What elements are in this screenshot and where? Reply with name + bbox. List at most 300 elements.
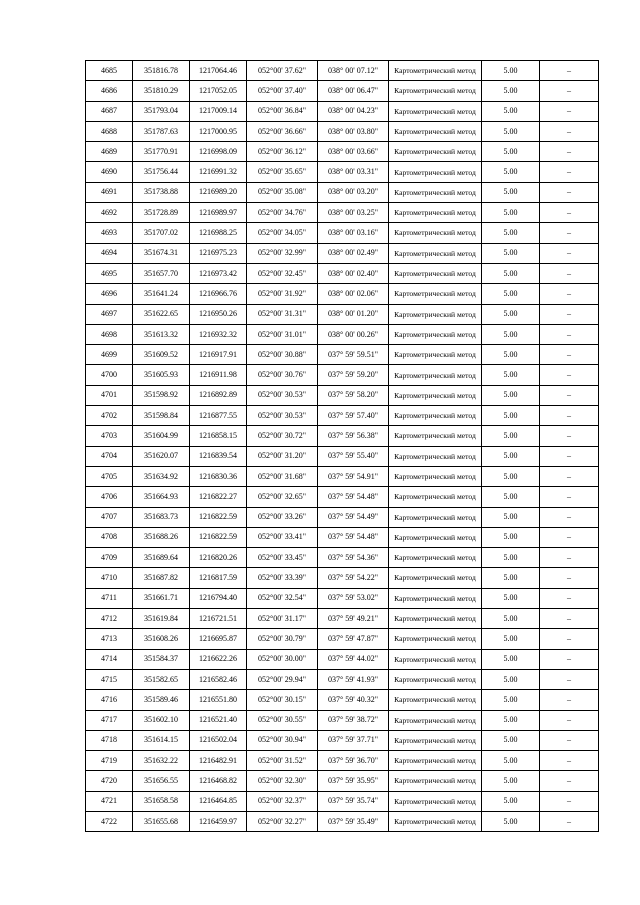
longitude-cell: 037° 59' 53.02": [318, 588, 389, 608]
table-row: [86, 466, 599, 486]
accuracy-cell: 5.00: [482, 324, 540, 344]
y-coordinate-cell: 1216950.26: [190, 304, 247, 324]
y-coordinate-cell: 1216582.46: [190, 669, 247, 689]
note-cell: –: [540, 243, 599, 263]
y-coordinate-cell: 1216721.51: [190, 609, 247, 629]
point-number-cell: 4707: [86, 507, 133, 527]
accuracy-cell: 5.00: [482, 385, 540, 405]
y-coordinate-cell: 1216917.91: [190, 345, 247, 365]
note-cell: –: [540, 406, 599, 426]
point-number-cell: 4696: [86, 284, 133, 304]
accuracy-cell: 5.00: [482, 548, 540, 568]
latitude-cell: 052°00' 30.00": [247, 649, 318, 669]
table-row: [86, 284, 599, 304]
latitude-cell: 052°00' 32.99": [247, 243, 318, 263]
y-coordinate-cell: 1216877.55: [190, 406, 247, 426]
note-cell: –: [540, 61, 599, 81]
coordinates-table-body: [86, 61, 599, 832]
longitude-cell: 037° 59' 54.48": [318, 487, 389, 507]
accuracy-cell: 5.00: [482, 811, 540, 831]
method-cell: Картометрический метод: [389, 345, 482, 365]
longitude-cell: 037° 59' 59.20": [318, 365, 389, 385]
latitude-cell: 052°00' 33.26": [247, 507, 318, 527]
latitude-cell: 052°00' 31.01": [247, 324, 318, 344]
table-row: [86, 629, 599, 649]
y-coordinate-cell: 1216998.09: [190, 142, 247, 162]
accuracy-cell: 5.00: [482, 304, 540, 324]
note-cell: –: [540, 710, 599, 730]
x-coordinate-cell: 351609.52: [133, 345, 190, 365]
accuracy-cell: 5.00: [482, 182, 540, 202]
longitude-cell: 037° 59' 47.87": [318, 629, 389, 649]
accuracy-cell: 5.00: [482, 263, 540, 283]
longitude-cell: 038° 00' 04.23": [318, 101, 389, 121]
y-coordinate-cell: 1216830.36: [190, 466, 247, 486]
longitude-cell: 037° 59' 54.22": [318, 568, 389, 588]
accuracy-cell: 5.00: [482, 162, 540, 182]
accuracy-cell: 5.00: [482, 426, 540, 446]
longitude-cell: 038° 00' 03.31": [318, 162, 389, 182]
latitude-cell: 052°00' 37.62": [247, 61, 318, 81]
table-row: [86, 385, 599, 405]
y-coordinate-cell: 1216817.59: [190, 568, 247, 588]
note-cell: –: [540, 345, 599, 365]
x-coordinate-cell: 351619.84: [133, 609, 190, 629]
longitude-cell: 037° 59' 54.36": [318, 548, 389, 568]
method-cell: Картометрический метод: [389, 751, 482, 771]
table-row: [86, 61, 599, 81]
note-cell: –: [540, 101, 599, 121]
x-coordinate-cell: 351589.46: [133, 690, 190, 710]
table-row: [86, 182, 599, 202]
latitude-cell: 052°00' 34.05": [247, 223, 318, 243]
note-cell: –: [540, 203, 599, 223]
x-coordinate-cell: 351641.24: [133, 284, 190, 304]
latitude-cell: 052°00' 30.53": [247, 406, 318, 426]
method-cell: Картометрический метод: [389, 243, 482, 263]
point-number-cell: 4706: [86, 487, 133, 507]
latitude-cell: 052°00' 31.31": [247, 304, 318, 324]
latitude-cell: 052°00' 36.12": [247, 142, 318, 162]
note-cell: –: [540, 791, 599, 811]
point-number-cell: 4722: [86, 811, 133, 831]
method-cell: Картометрический метод: [389, 710, 482, 730]
latitude-cell: 052°00' 30.88": [247, 345, 318, 365]
table-row: [86, 121, 599, 141]
x-coordinate-cell: 351632.22: [133, 751, 190, 771]
latitude-cell: 052°00' 31.52": [247, 751, 318, 771]
y-coordinate-cell: 1217064.46: [190, 61, 247, 81]
point-number-cell: 4705: [86, 466, 133, 486]
y-coordinate-cell: 1216839.54: [190, 446, 247, 466]
y-coordinate-cell: 1216622.26: [190, 649, 247, 669]
method-cell: Картометрический метод: [389, 284, 482, 304]
y-coordinate-cell: 1216502.04: [190, 730, 247, 750]
note-cell: –: [540, 649, 599, 669]
point-number-cell: 4720: [86, 771, 133, 791]
y-coordinate-cell: 1216966.76: [190, 284, 247, 304]
y-coordinate-cell: 1216988.25: [190, 223, 247, 243]
note-cell: –: [540, 426, 599, 446]
x-coordinate-cell: 351658.58: [133, 791, 190, 811]
point-number-cell: 4686: [86, 81, 133, 101]
note-cell: –: [540, 507, 599, 527]
point-number-cell: 4721: [86, 791, 133, 811]
point-number-cell: 4708: [86, 527, 133, 547]
accuracy-cell: 5.00: [482, 609, 540, 629]
y-coordinate-cell: 1216464.85: [190, 791, 247, 811]
point-number-cell: 4697: [86, 304, 133, 324]
y-coordinate-cell: 1216975.23: [190, 243, 247, 263]
latitude-cell: 052°00' 30.55": [247, 710, 318, 730]
method-cell: Картометрический метод: [389, 649, 482, 669]
longitude-cell: 037° 59' 35.74": [318, 791, 389, 811]
method-cell: Картометрический метод: [389, 365, 482, 385]
method-cell: Картометрический метод: [389, 669, 482, 689]
latitude-cell: 052°00' 35.08": [247, 182, 318, 202]
table-row: [86, 791, 599, 811]
y-coordinate-cell: 1216858.15: [190, 426, 247, 446]
x-coordinate-cell: 351634.92: [133, 466, 190, 486]
accuracy-cell: 5.00: [482, 101, 540, 121]
x-coordinate-cell: 351584.37: [133, 649, 190, 669]
accuracy-cell: 5.00: [482, 203, 540, 223]
note-cell: –: [540, 304, 599, 324]
x-coordinate-cell: 351787.63: [133, 121, 190, 141]
method-cell: Картометрический метод: [389, 61, 482, 81]
method-cell: Картометрический метод: [389, 730, 482, 750]
latitude-cell: 052°00' 30.53": [247, 385, 318, 405]
note-cell: –: [540, 730, 599, 750]
latitude-cell: 052°00' 33.45": [247, 548, 318, 568]
y-coordinate-cell: 1217000.95: [190, 121, 247, 141]
longitude-cell: 038° 00' 07.12": [318, 61, 389, 81]
table-row: [86, 81, 599, 101]
y-coordinate-cell: 1216551.80: [190, 690, 247, 710]
note-cell: –: [540, 365, 599, 385]
table-row: [86, 406, 599, 426]
accuracy-cell: 5.00: [482, 730, 540, 750]
accuracy-cell: 5.00: [482, 710, 540, 730]
x-coordinate-cell: 351687.82: [133, 568, 190, 588]
table-row: [86, 669, 599, 689]
x-coordinate-cell: 351707.02: [133, 223, 190, 243]
longitude-cell: 037° 59' 54.49": [318, 507, 389, 527]
note-cell: –: [540, 182, 599, 202]
point-number-cell: 4709: [86, 548, 133, 568]
method-cell: Картометрический метод: [389, 791, 482, 811]
point-number-cell: 4699: [86, 345, 133, 365]
latitude-cell: 052°00' 32.54": [247, 588, 318, 608]
longitude-cell: 037° 59' 38.72": [318, 710, 389, 730]
y-coordinate-cell: 1216482.91: [190, 751, 247, 771]
table-row: [86, 690, 599, 710]
accuracy-cell: 5.00: [482, 771, 540, 791]
table-row: [86, 345, 599, 365]
note-cell: –: [540, 121, 599, 141]
accuracy-cell: 5.00: [482, 690, 540, 710]
x-coordinate-cell: 351674.31: [133, 243, 190, 263]
longitude-cell: 037° 59' 56.38": [318, 426, 389, 446]
y-coordinate-cell: 1216989.97: [190, 203, 247, 223]
x-coordinate-cell: 351738.88: [133, 182, 190, 202]
y-coordinate-cell: 1216820.26: [190, 548, 247, 568]
x-coordinate-cell: 351756.44: [133, 162, 190, 182]
accuracy-cell: 5.00: [482, 487, 540, 507]
longitude-cell: 037° 59' 35.49": [318, 811, 389, 831]
latitude-cell: 052°00' 31.17": [247, 609, 318, 629]
longitude-cell: 038° 00' 02.06": [318, 284, 389, 304]
y-coordinate-cell: 1216822.59: [190, 507, 247, 527]
accuracy-cell: 5.00: [482, 81, 540, 101]
longitude-cell: 037° 59' 37.71": [318, 730, 389, 750]
accuracy-cell: 5.00: [482, 649, 540, 669]
note-cell: –: [540, 568, 599, 588]
longitude-cell: 037° 59' 57.40": [318, 406, 389, 426]
x-coordinate-cell: 351683.73: [133, 507, 190, 527]
note-cell: –: [540, 142, 599, 162]
table-row: [86, 751, 599, 771]
method-cell: Картометрический метод: [389, 81, 482, 101]
table-row: [86, 263, 599, 283]
point-number-cell: 4716: [86, 690, 133, 710]
longitude-cell: 038° 00' 02.40": [318, 263, 389, 283]
method-cell: Картометрический метод: [389, 426, 482, 446]
accuracy-cell: 5.00: [482, 568, 540, 588]
y-coordinate-cell: 1217052.05: [190, 81, 247, 101]
latitude-cell: 052°00' 31.20": [247, 446, 318, 466]
latitude-cell: 052°00' 30.79": [247, 629, 318, 649]
method-cell: Картометрический метод: [389, 446, 482, 466]
point-number-cell: 4703: [86, 426, 133, 446]
method-cell: Картометрический метод: [389, 324, 482, 344]
note-cell: –: [540, 487, 599, 507]
coordinates-table: [85, 60, 599, 832]
point-number-cell: 4695: [86, 263, 133, 283]
point-number-cell: 4698: [86, 324, 133, 344]
latitude-cell: 052°00' 30.72": [247, 426, 318, 446]
longitude-cell: 037° 59' 35.95": [318, 771, 389, 791]
accuracy-cell: 5.00: [482, 446, 540, 466]
x-coordinate-cell: 351793.04: [133, 101, 190, 121]
method-cell: Картометрический метод: [389, 690, 482, 710]
accuracy-cell: 5.00: [482, 243, 540, 263]
x-coordinate-cell: 351614.15: [133, 730, 190, 750]
table-row: [86, 162, 599, 182]
y-coordinate-cell: 1216822.27: [190, 487, 247, 507]
y-coordinate-cell: 1216892.89: [190, 385, 247, 405]
method-cell: Картометрический метод: [389, 629, 482, 649]
point-number-cell: 4692: [86, 203, 133, 223]
method-cell: Картометрический метод: [389, 609, 482, 629]
x-coordinate-cell: 351655.68: [133, 811, 190, 831]
point-number-cell: 4688: [86, 121, 133, 141]
accuracy-cell: 5.00: [482, 345, 540, 365]
point-number-cell: 4717: [86, 710, 133, 730]
latitude-cell: 052°00' 32.27": [247, 811, 318, 831]
latitude-cell: 052°00' 33.41": [247, 527, 318, 547]
accuracy-cell: 5.00: [482, 669, 540, 689]
table-row: [86, 548, 599, 568]
note-cell: –: [540, 669, 599, 689]
table-row: [86, 446, 599, 466]
accuracy-cell: 5.00: [482, 588, 540, 608]
y-coordinate-cell: 1216822.59: [190, 527, 247, 547]
method-cell: Картометрический метод: [389, 588, 482, 608]
point-number-cell: 4713: [86, 629, 133, 649]
accuracy-cell: 5.00: [482, 406, 540, 426]
accuracy-cell: 5.00: [482, 142, 540, 162]
y-coordinate-cell: 1216991.32: [190, 162, 247, 182]
point-number-cell: 4701: [86, 385, 133, 405]
method-cell: Картометрический метод: [389, 487, 482, 507]
point-number-cell: 4685: [86, 61, 133, 81]
table-row: [86, 811, 599, 831]
accuracy-cell: 5.00: [482, 61, 540, 81]
x-coordinate-cell: 351816.78: [133, 61, 190, 81]
table-row: [86, 649, 599, 669]
latitude-cell: 052°00' 33.39": [247, 568, 318, 588]
accuracy-cell: 5.00: [482, 751, 540, 771]
method-cell: Картометрический метод: [389, 385, 482, 405]
longitude-cell: 038° 00' 02.49": [318, 243, 389, 263]
note-cell: –: [540, 324, 599, 344]
x-coordinate-cell: 351688.26: [133, 527, 190, 547]
method-cell: Картометрический метод: [389, 162, 482, 182]
note-cell: –: [540, 446, 599, 466]
point-number-cell: 4710: [86, 568, 133, 588]
point-number-cell: 4691: [86, 182, 133, 202]
longitude-cell: 037° 59' 49.21": [318, 609, 389, 629]
longitude-cell: 037° 59' 59.51": [318, 345, 389, 365]
longitude-cell: 038° 00' 03.25": [318, 203, 389, 223]
longitude-cell: 038° 00' 03.16": [318, 223, 389, 243]
longitude-cell: 038° 00' 00.26": [318, 324, 389, 344]
table-row: [86, 771, 599, 791]
table-row: [86, 527, 599, 547]
method-cell: Картометрический метод: [389, 182, 482, 202]
method-cell: Картометрический метод: [389, 548, 482, 568]
x-coordinate-cell: 351620.07: [133, 446, 190, 466]
point-number-cell: 4714: [86, 649, 133, 669]
table-row: [86, 507, 599, 527]
longitude-cell: 037° 59' 54.48": [318, 527, 389, 547]
y-coordinate-cell: 1216468.82: [190, 771, 247, 791]
note-cell: –: [540, 811, 599, 831]
y-coordinate-cell: 1217009.14: [190, 101, 247, 121]
x-coordinate-cell: 351604.99: [133, 426, 190, 446]
accuracy-cell: 5.00: [482, 284, 540, 304]
point-number-cell: 4694: [86, 243, 133, 263]
accuracy-cell: 5.00: [482, 507, 540, 527]
table-row: [86, 142, 599, 162]
longitude-cell: 037° 59' 36.70": [318, 751, 389, 771]
table-row: [86, 324, 599, 344]
y-coordinate-cell: 1216695.87: [190, 629, 247, 649]
table-row: [86, 568, 599, 588]
table-row: [86, 243, 599, 263]
x-coordinate-cell: 351810.29: [133, 81, 190, 101]
table-row: [86, 730, 599, 750]
accuracy-cell: 5.00: [482, 223, 540, 243]
x-coordinate-cell: 351728.89: [133, 203, 190, 223]
method-cell: Картометрический метод: [389, 771, 482, 791]
method-cell: Картометрический метод: [389, 142, 482, 162]
table-row: [86, 203, 599, 223]
note-cell: –: [540, 629, 599, 649]
x-coordinate-cell: 351689.64: [133, 548, 190, 568]
point-number-cell: 4702: [86, 406, 133, 426]
y-coordinate-cell: 1216794.40: [190, 588, 247, 608]
method-cell: Картометрический метод: [389, 527, 482, 547]
note-cell: –: [540, 284, 599, 304]
point-number-cell: 4718: [86, 730, 133, 750]
point-number-cell: 4715: [86, 669, 133, 689]
accuracy-cell: 5.00: [482, 365, 540, 385]
method-cell: Картометрический метод: [389, 568, 482, 588]
y-coordinate-cell: 1216911.98: [190, 365, 247, 385]
method-cell: Картометрический метод: [389, 406, 482, 426]
y-coordinate-cell: 1216973.42: [190, 263, 247, 283]
note-cell: –: [540, 466, 599, 486]
latitude-cell: 052°00' 31.68": [247, 466, 318, 486]
x-coordinate-cell: 351605.93: [133, 365, 190, 385]
accuracy-cell: 5.00: [482, 791, 540, 811]
x-coordinate-cell: 351622.65: [133, 304, 190, 324]
method-cell: Картометрический метод: [389, 121, 482, 141]
point-number-cell: 4704: [86, 446, 133, 466]
method-cell: Картометрический метод: [389, 507, 482, 527]
x-coordinate-cell: 351656.55: [133, 771, 190, 791]
accuracy-cell: 5.00: [482, 466, 540, 486]
table-row: [86, 101, 599, 121]
latitude-cell: 052°00' 29.94": [247, 669, 318, 689]
latitude-cell: 052°00' 31.92": [247, 284, 318, 304]
latitude-cell: 052°00' 32.37": [247, 791, 318, 811]
x-coordinate-cell: 351613.32: [133, 324, 190, 344]
method-cell: Картометрический метод: [389, 101, 482, 121]
accuracy-cell: 5.00: [482, 121, 540, 141]
point-number-cell: 4693: [86, 223, 133, 243]
longitude-cell: 037° 59' 54.91": [318, 466, 389, 486]
point-number-cell: 4690: [86, 162, 133, 182]
latitude-cell: 052°00' 32.30": [247, 771, 318, 791]
note-cell: –: [540, 162, 599, 182]
latitude-cell: 052°00' 32.45": [247, 263, 318, 283]
note-cell: –: [540, 263, 599, 283]
longitude-cell: 038° 00' 03.20": [318, 182, 389, 202]
accuracy-cell: 5.00: [482, 527, 540, 547]
latitude-cell: 052°00' 34.76": [247, 203, 318, 223]
latitude-cell: 052°00' 36.84": [247, 101, 318, 121]
y-coordinate-cell: 1216521.40: [190, 710, 247, 730]
accuracy-cell: 5.00: [482, 629, 540, 649]
latitude-cell: 052°00' 32.65": [247, 487, 318, 507]
note-cell: –: [540, 527, 599, 547]
point-number-cell: 4711: [86, 588, 133, 608]
note-cell: –: [540, 223, 599, 243]
note-cell: –: [540, 609, 599, 629]
x-coordinate-cell: 351608.26: [133, 629, 190, 649]
longitude-cell: 037° 59' 40.32": [318, 690, 389, 710]
y-coordinate-cell: 1216459.97: [190, 811, 247, 831]
longitude-cell: 038° 00' 06.47": [318, 81, 389, 101]
note-cell: –: [540, 588, 599, 608]
longitude-cell: 037° 59' 58.20": [318, 385, 389, 405]
table-row: [86, 223, 599, 243]
table-row: [86, 304, 599, 324]
note-cell: –: [540, 548, 599, 568]
